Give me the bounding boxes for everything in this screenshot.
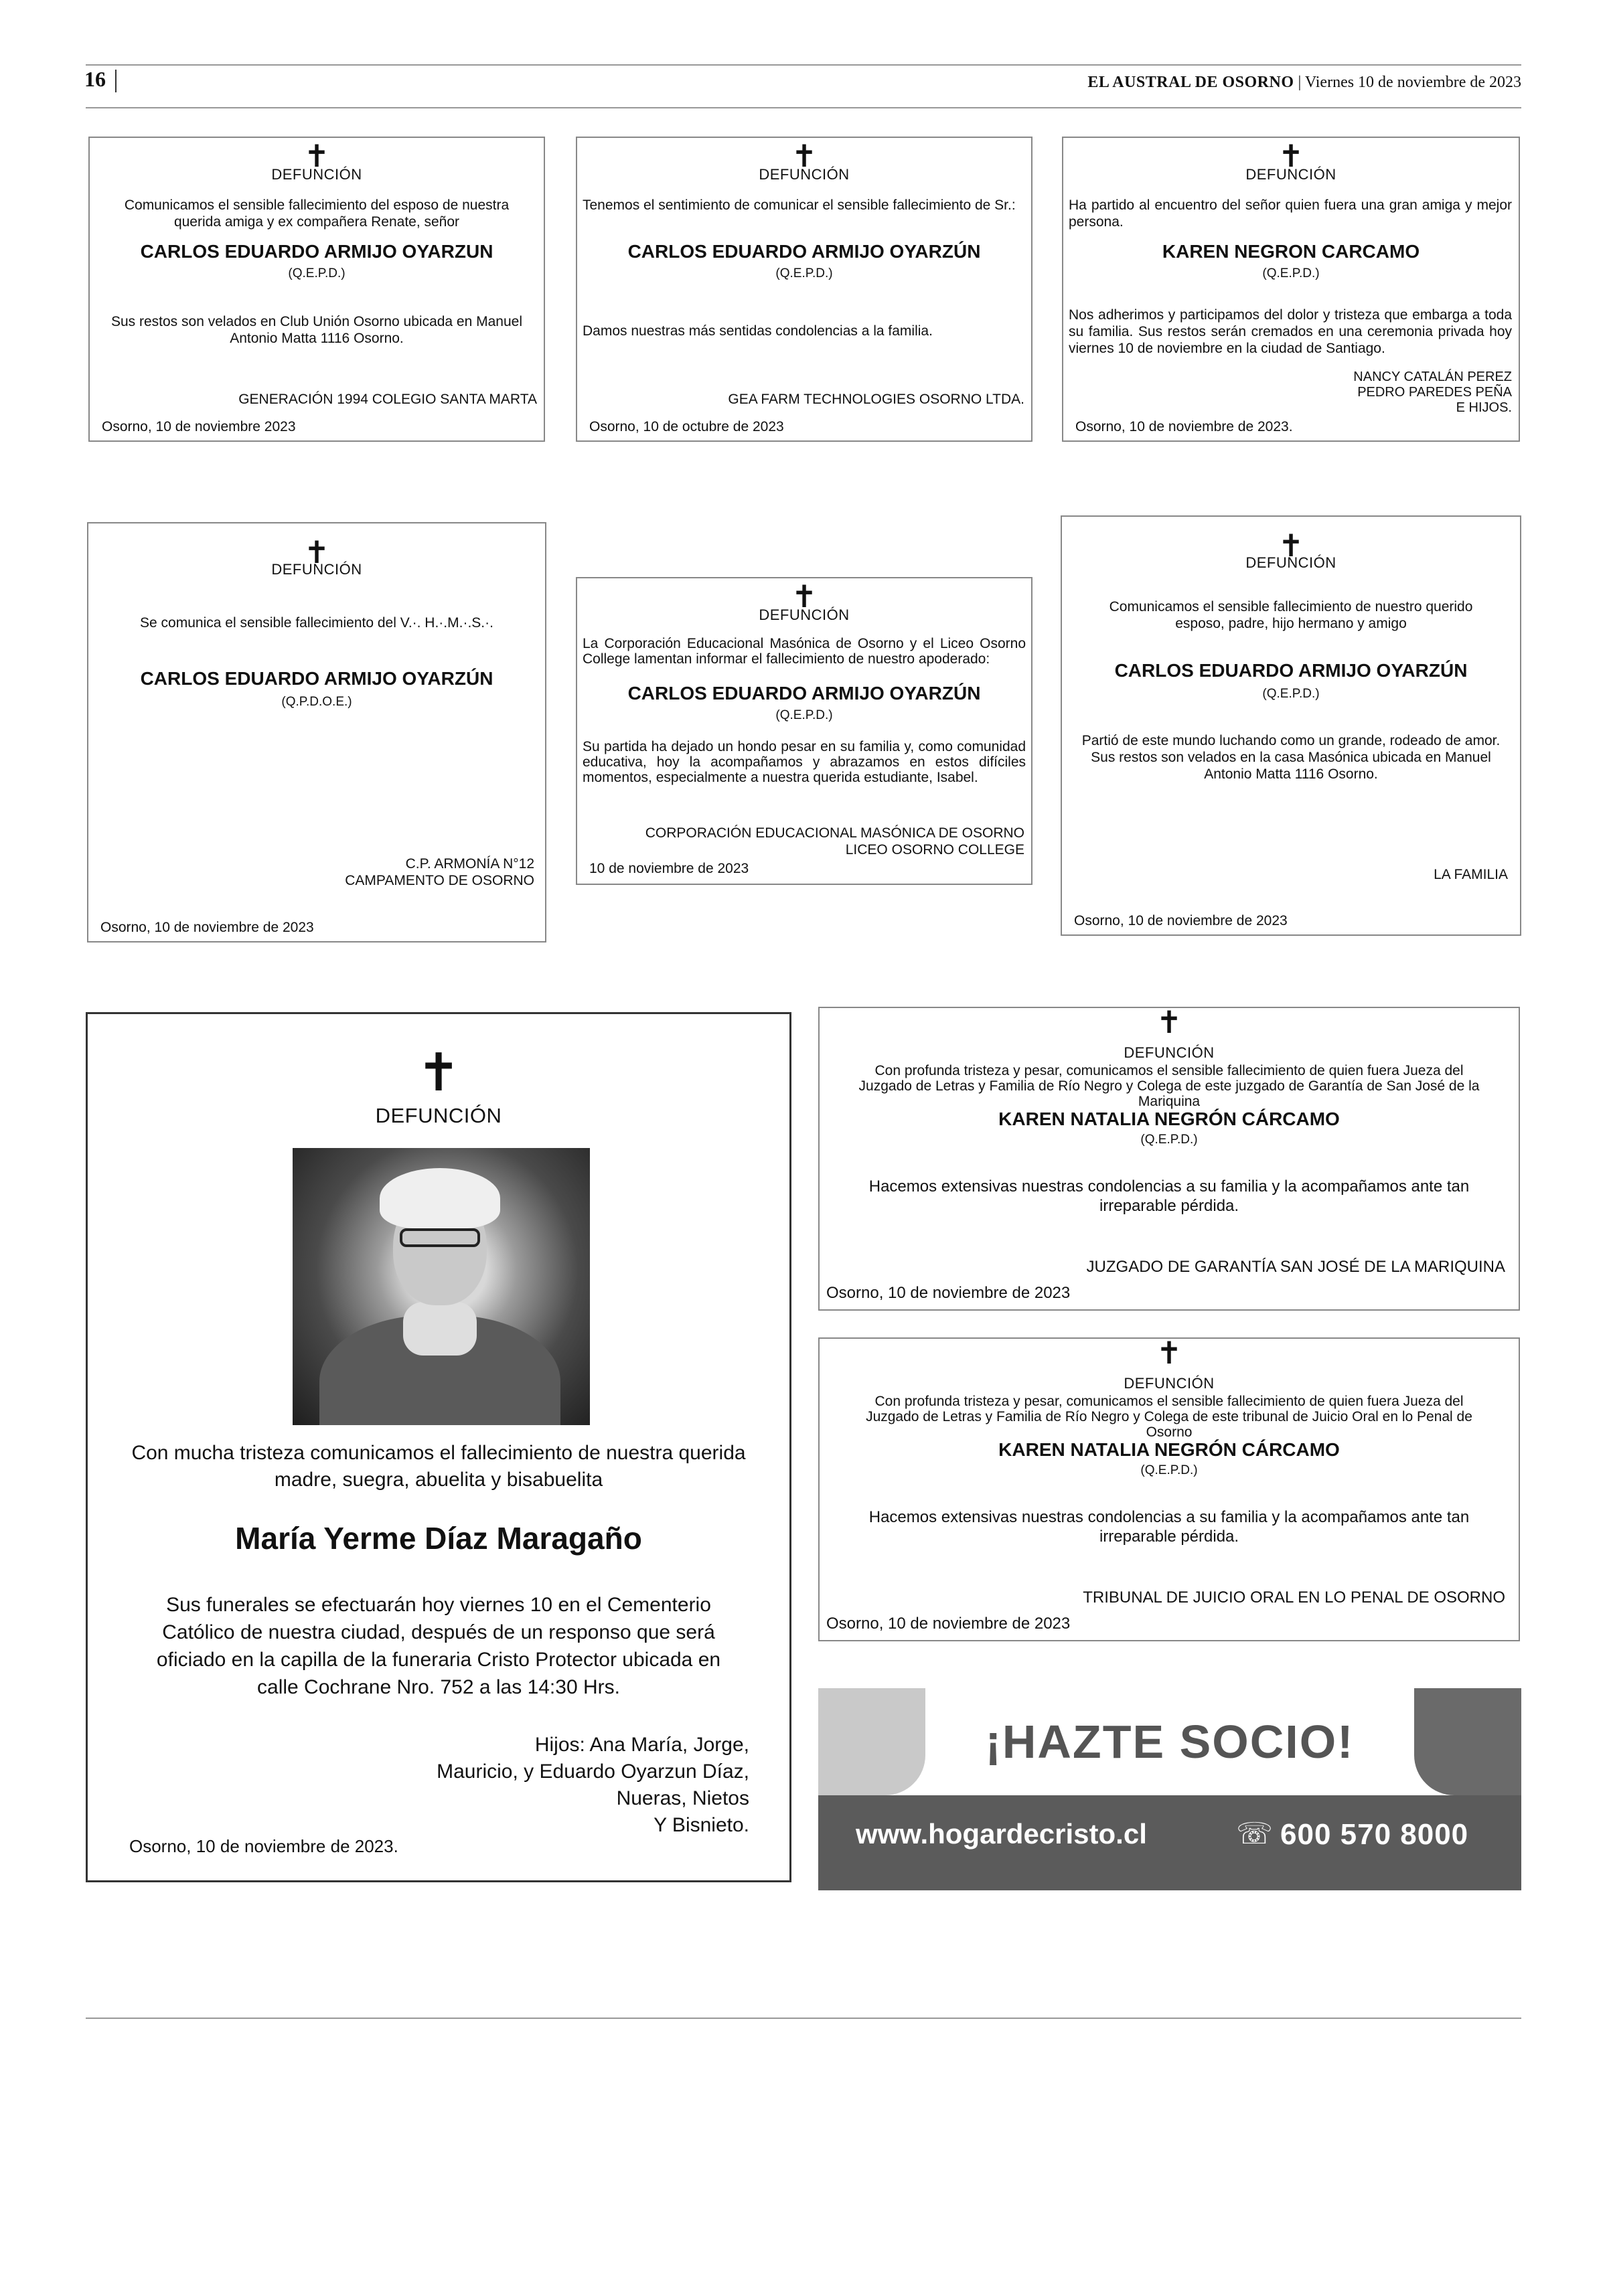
deceased-name: María Yerme Díaz Maragaño: [235, 1521, 642, 1556]
notice-heading: DEFUNCIÓN: [1245, 166, 1336, 183]
notice-intro: La Corporación Educacional Masónica de Osorno y el Liceo Osorno College lamentan informar el fallecimiento de nuestro apoderado:: [583, 636, 1026, 667]
notice-signature: TRIBUNAL DE JUICIO ORAL EN LO PENAL DE OSORNO: [1083, 1588, 1505, 1607]
cross-icon: ✝: [791, 138, 818, 174]
notice-signature: GEA FARM TECHNOLOGIES OSORNO LTDA.: [728, 392, 1024, 407]
obituary-notice-armonia: [87, 522, 546, 942]
notice-body: Su partida ha dejado un hondo pesar en su familia y, como comunidad educativa, hoy la acompañamos y abrazamos en estos difíciles momentos, especialmente a nuestra querida estudiante, Isabel.: [583, 739, 1026, 785]
notice-qepd: (Q.E.P.D.): [775, 266, 833, 280]
issue-date: Viernes 10 de noviembre de 2023: [1304, 74, 1521, 91]
notice-heading: DEFUNCIÓN: [271, 561, 362, 578]
notice-signature: GENERACIÓN 1994 COLEGIO SANTA MARTA: [238, 392, 537, 407]
notice-body: Hacemos extensivas nuestras condolencias a su familia y la acompañamos ante tan irreparable pérdida.: [868, 1177, 1470, 1215]
deceased-name: KAREN NATALIA NEGRÓN CÁRCAMO: [998, 1109, 1340, 1129]
notice-intro: Con profunda tristeza y pesar, comunicamos el sensible fallecimiento de quien fuera Jueza del Juzgado de Letras y Familia de Río Negro y Colega de este tribunal de Juicio Oral en lo Penal de Osorno: [866, 1394, 1472, 1440]
cross-icon: ✝: [303, 138, 330, 174]
notice-date: Osorno, 10 de noviembre de 2023.: [129, 1836, 398, 1856]
header-rule: [86, 107, 1521, 108]
notice-heading: DEFUNCIÓN: [759, 166, 850, 183]
signature-line: Nueras, Nietos: [616, 1787, 749, 1809]
deceased-name: CARLOS EDUARDO ARMIJO OYARZÚN: [140, 668, 493, 689]
cross-icon: ✝: [1156, 1004, 1182, 1040]
deceased-name: KAREN NATALIA NEGRÓN CÁRCAMO: [998, 1439, 1340, 1460]
cross-icon: ✝: [791, 578, 818, 614]
top-rule: [86, 64, 1521, 66]
footer-rule: [86, 2018, 1521, 2019]
notice-intro: Con mucha tristeza comunicamos el fallecimiento de nuestra querida madre, suegra, abuelita y bisabuelita: [131, 1442, 746, 1491]
obituary-notice-la-familia: [1061, 515, 1521, 936]
banner-contact-bar: [818, 1795, 1521, 1890]
notice-date: Osorno, 10 de octubre de 2023: [589, 419, 784, 434]
notice-date: Osorno, 10 de noviembre de 2023.: [1075, 419, 1293, 434]
phone-icon: ☏: [1236, 1817, 1274, 1850]
notice-intro: Se comunica el sensible fallecimiento del V.·. H.·.M.·.S.·.: [140, 615, 493, 631]
notice-intro: Con profunda tristeza y pesar, comunicamos el sensible fallecimiento de quien fuera Jueza del Juzgado de Letras y Familia de Río Negro y Colega de este juzgado de Garantía de San José de la Mariquina: [858, 1063, 1480, 1109]
notice-family-signature: [374, 1732, 749, 1839]
cross-icon: ✝: [416, 1043, 461, 1103]
masthead: EL AUSTRAL DE OSORNO | Viernes 10 de noviembre de 2023: [1087, 74, 1521, 91]
notice-intro: Comunicamos el sensible fallecimiento de nuestro querido esposo, padre, hijo hermano y amigo: [1109, 599, 1473, 631]
notice-body: Hacemos extensivas nuestras condolencias a su familia y la acompañamos ante tan irreparable pérdida.: [868, 1508, 1470, 1546]
notice-intro: Tenemos el sentimiento de comunicar el sensible fallecimiento de Sr.:: [583, 197, 1016, 213]
banner-title: ¡HAZTE SOCIO!: [985, 1716, 1355, 1768]
obituary-notice-gea-farm: [576, 137, 1032, 442]
notice-signature: [345, 855, 534, 889]
deceased-name: CARLOS EDUARDO ARMIJO OYARZÚN: [627, 241, 981, 262]
page-number: 16: [84, 67, 106, 91]
notice-body: Damos nuestras más sentidas condolencias a la familia.: [583, 323, 933, 339]
notice-qepd: (Q.P.D.O.E.): [281, 695, 352, 709]
notice-date: Osorno, 10 de noviembre de 2023: [826, 1284, 1071, 1302]
deceased-name: CARLOS EDUARDO ARMIJO OYARZUN: [140, 241, 493, 262]
notice-qepd: (Q.E.P.D.): [288, 266, 346, 280]
banner-phone-number[interactable]: 600 570 8000: [1280, 1818, 1469, 1851]
notice-body: Sus funerales se efectuarán hoy viernes 10 en el Cementerio Católico de nuestra ciudad, después de un responso que será oficiado en la capilla de la funeraria Cristo Protector ubicada en calle Cochrane Nro. 752 a las 14:30 Hrs.: [156, 1594, 721, 1698]
signature-line: C.P. ARMONÍA N°12: [405, 856, 534, 872]
notice-signature: JUZGADO DE GARANTÍA SAN JOSÉ DE LA MARIQUINA: [1086, 1258, 1505, 1276]
banner-url-link[interactable]: www.hogardecristo.cl: [856, 1818, 1147, 1850]
notice-signature: LA FAMILIA: [1434, 867, 1508, 882]
notice-intro: Ha partido al encuentro del señor quien fuera una gran amiga y mejor persona.: [1069, 197, 1512, 230]
notice-qepd: (Q.E.P.D.): [775, 708, 833, 722]
notice-heading: DEFUNCIÓN: [759, 606, 850, 623]
cross-icon: ✝: [1278, 138, 1304, 174]
notice-qepd: (Q.E.P.D.): [1262, 687, 1320, 701]
obituary-notice-karen-friends: [1062, 137, 1520, 442]
notice-date: Osorno, 10 de noviembre de 2023: [100, 920, 314, 935]
notice-body: Partió de este mundo luchando como un grande, rodeado de amor. Sus restos son velados en la casa Masónica ubicada en Manuel Antonio Matta 1116 Osorno.: [1081, 733, 1501, 782]
obituary-notice-osorno-college: [576, 577, 1032, 885]
notice-heading: DEFUNCIÓN: [1124, 1375, 1215, 1392]
notice-date: 10 de noviembre de 2023: [589, 861, 749, 876]
signature-line: CORPORACIÓN EDUCACIONAL MASÓNICA DE OSORNO: [645, 825, 1024, 841]
signature-line: Y Bisnieto.: [654, 1814, 749, 1836]
obituary-notice-juzgado-mariquina: [818, 1004, 1520, 1311]
signature-line: LICEO OSORNO COLLEGE: [845, 842, 1024, 857]
notice-heading: DEFUNCIÓN: [271, 166, 362, 183]
hogar-de-cristo-banner-ad[interactable]: [818, 1688, 1521, 1890]
signature-line: PEDRO PAREDES PEÑA: [1357, 385, 1512, 400]
notice-signature: [645, 825, 1024, 858]
notice-date: Osorno, 10 de noviembre de 2023: [1074, 913, 1288, 928]
cross-icon: ✝: [1278, 527, 1304, 564]
obituary-notice-tribunal-oral: [818, 1337, 1520, 1641]
notice-date: Osorno, 10 de noviembre 2023: [102, 419, 296, 434]
page-number-divider: [115, 70, 117, 92]
signature-line: Hijos: Ana María, Jorge,: [534, 1734, 749, 1756]
cross-icon: ✝: [1156, 1335, 1182, 1371]
signature-line: NANCY CATALÁN PEREZ: [1353, 370, 1512, 384]
deceased-name: CARLOS EDUARDO ARMIJO OYARZÚN: [1114, 660, 1468, 681]
notice-heading: DEFUNCIÓN: [1245, 554, 1336, 571]
signature-line: Mauricio, y Eduardo Oyarzun Díaz,: [437, 1760, 749, 1783]
deceased-portrait-photo: [293, 1148, 590, 1425]
notice-qepd: (Q.E.P.D.): [1140, 1463, 1198, 1477]
deceased-name: KAREN NEGRON CARCAMO: [1162, 241, 1420, 262]
notice-heading: DEFUNCIÓN: [375, 1104, 502, 1127]
notice-body: Nos adherimos y participamos del dolor y tristeza que embarga a toda su familia. Sus restos serán cremados en una ceremonia privada hoy viernes 10 de noviembre en la ciudad de Santiago.: [1069, 307, 1512, 356]
cross-icon: ✝: [303, 534, 330, 570]
notice-body: Sus restos son velados en Club Unión Osorno ubicada en Manuel Antonio Matta 1116 Osorno.: [110, 314, 523, 346]
notice-date: Osorno, 10 de noviembre de 2023: [826, 1615, 1071, 1633]
obituary-notice-maria-yerme: [86, 1012, 791, 1882]
notice-heading: DEFUNCIÓN: [1124, 1044, 1215, 1061]
signature-line: CAMPAMENTO DE OSORNO: [345, 873, 534, 888]
notice-qepd: (Q.E.P.D.): [1140, 1133, 1198, 1147]
signature-line: E HIJOS.: [1456, 400, 1512, 415]
publication-name: EL AUSTRAL DE OSORNO: [1087, 74, 1294, 91]
notice-signature: [1353, 370, 1512, 416]
deceased-name: CARLOS EDUARDO ARMIJO OYARZÚN: [627, 683, 981, 704]
obituary-notice-generacion-1994: [88, 137, 545, 442]
notice-qepd: (Q.E.P.D.): [1262, 266, 1320, 280]
notice-intro: Comunicamos el sensible fallecimiento del esposo de nuestra querida amiga y ex compañera Renate, señor: [124, 197, 510, 230]
